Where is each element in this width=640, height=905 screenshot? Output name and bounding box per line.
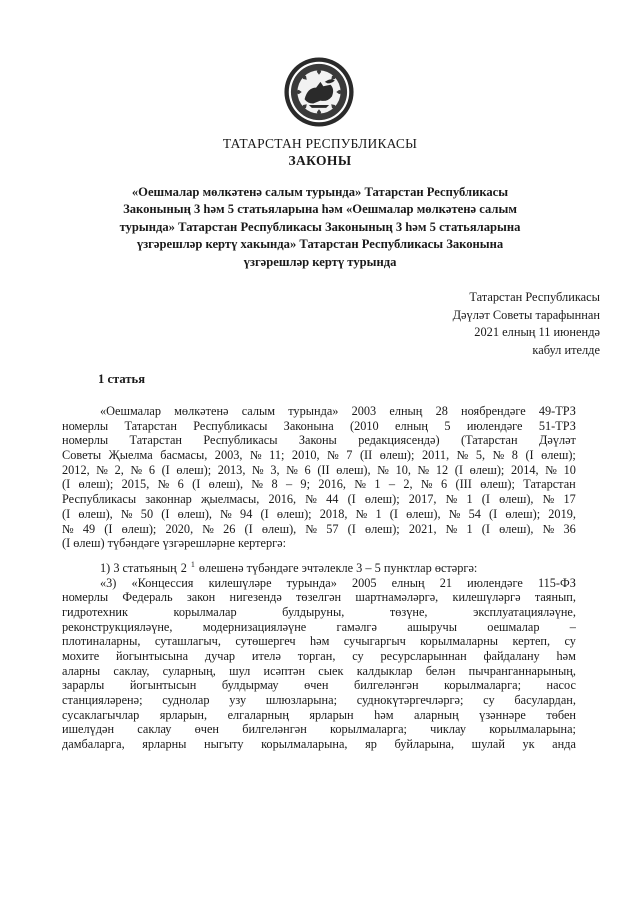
word: Советы	[62, 448, 102, 463]
word: килешүләре	[208, 575, 272, 590]
word: №	[355, 506, 368, 521]
word: Законына	[283, 418, 334, 433]
word: законнар	[145, 492, 192, 507]
word: 1	[466, 492, 473, 507]
word: өлеш),	[78, 506, 113, 521]
word: суларның,	[162, 663, 216, 678]
word: таянып,	[534, 590, 576, 605]
word: булдыруны,	[282, 604, 345, 619]
word: №	[377, 462, 389, 477]
word: №	[252, 462, 264, 477]
word: Республикасы	[62, 492, 137, 507]
word: Законы	[298, 433, 337, 448]
word: өлеш);	[364, 492, 400, 507]
word: 5	[444, 418, 451, 433]
word: 5,	[475, 448, 486, 463]
item-3-line	[62, 649, 576, 664]
word: 44	[326, 492, 339, 507]
word: елгаларның	[227, 707, 289, 722]
word: №	[420, 477, 433, 492]
word: 10,	[395, 462, 411, 477]
word: корылмаларга;	[329, 722, 407, 737]
word: 10	[563, 462, 576, 477]
paragraph-line	[62, 463, 576, 478]
word: (I	[161, 462, 170, 477]
word: шартнамәләргә,	[355, 590, 439, 605]
word: буйларына,	[394, 737, 455, 752]
word: №	[354, 477, 367, 492]
word: 7	[346, 448, 353, 463]
word: гидротехник	[62, 604, 128, 619]
word: корылмаларына;	[489, 722, 576, 737]
word: 50	[140, 506, 154, 521]
word: Республикасы	[193, 418, 268, 433]
word: «Концессия	[131, 575, 194, 590]
word: аларны	[62, 663, 101, 678]
word: җыелмасы,	[200, 492, 260, 507]
word: 49	[82, 521, 96, 536]
word: елның	[395, 418, 429, 433]
law-title-line: үзгәрешләр кертү хакында» Татарстан Республикасы Законына	[136, 237, 504, 252]
word: июлендәге	[466, 418, 523, 433]
word: билгеләнгән	[353, 678, 419, 693]
word: корылмаларны	[420, 634, 499, 649]
word: Татарстан	[124, 418, 177, 433]
item-3-line	[62, 620, 576, 635]
word: 9;	[300, 477, 310, 492]
word: 2017,	[408, 492, 437, 507]
word: (I	[489, 506, 498, 521]
item-3-line	[62, 693, 576, 708]
law-title-line: «Оешмалар мөлкәтенә салым турында» Татарстан Республикасы	[131, 185, 509, 199]
word: 6	[440, 477, 448, 492]
word: 54	[468, 506, 481, 521]
word: (I	[192, 477, 201, 492]
word: шлюзларына;	[265, 693, 338, 708]
word: 2016,	[268, 492, 297, 507]
word: №	[286, 462, 298, 477]
word: №	[445, 492, 458, 507]
word: ныгыту	[204, 737, 244, 752]
word: 8	[511, 448, 518, 463]
word: өлеш),	[261, 521, 297, 536]
word: 94	[240, 506, 253, 521]
word: 6	[304, 462, 311, 477]
word: №	[249, 448, 262, 463]
word: №	[96, 462, 109, 477]
word: ресурсларыннан	[380, 649, 467, 663]
paragraph-line	[62, 477, 576, 492]
word: исәптән	[263, 663, 306, 678]
word: билгеләнгән	[242, 722, 307, 737]
word: 2010,	[291, 448, 320, 463]
word: 1	[374, 477, 381, 492]
paragraph-line	[62, 492, 576, 507]
word: елның	[391, 575, 425, 590]
word: 1	[375, 506, 382, 521]
word: сучыгаргыч	[343, 634, 406, 649]
word: №	[305, 521, 318, 536]
word: (I	[525, 448, 534, 463]
paragraph-line	[62, 522, 576, 537]
word: №	[305, 492, 317, 507]
word: өлеш);	[505, 506, 541, 521]
paragraph-line	[62, 507, 576, 522]
word: өлеш),	[208, 477, 244, 492]
word: Республикасы	[203, 433, 278, 448]
word: –	[569, 619, 576, 634]
paragraph-line	[62, 404, 576, 419]
word: модернизацияләүне	[202, 619, 307, 634]
word: (2010	[349, 418, 379, 433]
word: 2016,	[318, 477, 346, 492]
word: «Оешмалар	[100, 404, 161, 418]
item-3-line	[62, 590, 576, 605]
word: (I	[161, 506, 170, 521]
word: №	[120, 506, 133, 521]
word: №	[456, 448, 469, 463]
word: дучар	[204, 649, 236, 663]
word: 26	[223, 521, 236, 536]
word: №	[62, 521, 74, 536]
word: №	[417, 462, 430, 477]
word: өлеш),	[336, 462, 371, 477]
word: басулардан,	[514, 693, 576, 708]
word: 2014,	[510, 462, 539, 477]
word: (I	[244, 521, 253, 536]
word: 21	[439, 575, 453, 590]
word: (I	[347, 521, 356, 536]
word: ярларын,	[159, 707, 208, 722]
word: «3)	[100, 575, 117, 590]
word: мохите	[62, 649, 100, 663]
word: үзәннәре	[479, 707, 526, 722]
word: өлеш);	[480, 477, 515, 492]
word: (Татарстан	[461, 433, 518, 448]
item-1-ref: 2 $^1$	[180, 559, 195, 575]
word: №	[251, 477, 264, 492]
law-title-line: турында» Татарстан Республикасы Законының 3 һәм 5 статьяларына	[119, 219, 521, 234]
word: 2003	[351, 404, 377, 418]
word: өлеш);	[469, 462, 505, 477]
word: закон	[186, 590, 216, 605]
word: №	[545, 462, 557, 477]
word: 49-ТРЗ	[538, 404, 576, 418]
item-3-line	[62, 576, 576, 591]
word: №	[130, 462, 143, 477]
word: №	[492, 448, 505, 463]
word: эксплуатацияләүне,	[473, 604, 576, 619]
item-1-before: 1) 3 статьяның	[100, 560, 177, 575]
article-body	[62, 404, 576, 752]
paragraph-line	[62, 433, 576, 448]
item-3-line	[62, 722, 576, 737]
word: сыек	[318, 663, 344, 678]
word: өлеш),	[499, 521, 534, 536]
adoption-line: Татарстан Республикасы	[469, 290, 600, 304]
word: зарарлы	[62, 678, 105, 693]
word: ишелүдән	[62, 722, 115, 737]
word: 2018,	[319, 506, 348, 521]
word: №	[327, 448, 339, 463]
word: (I	[454, 462, 463, 477]
word: саклау,	[113, 663, 150, 678]
word: 2012,	[62, 462, 90, 477]
word: 1	[466, 521, 473, 536]
word: гамәлгә	[336, 619, 377, 634]
word: №	[202, 521, 214, 536]
word: 2,	[114, 462, 124, 477]
paragraph-line	[62, 419, 576, 434]
word: 11;	[269, 448, 285, 463]
word: 12	[435, 462, 449, 477]
law-title-line: үзгәрешләр кертү турында	[243, 254, 397, 269]
word: шул	[229, 663, 251, 678]
word: турында»	[286, 575, 337, 590]
word: төзүне,	[389, 604, 428, 619]
word: өлеш);	[276, 506, 312, 521]
word: (I	[104, 521, 113, 536]
word: төбен	[546, 707, 576, 722]
item-1-after: өлешенә түбәндәге эчтәлекле 3 – 5 пунктлар өстәргә:	[198, 560, 478, 575]
adoption-line: кабул ителде	[532, 342, 600, 357]
word: (I	[62, 477, 71, 492]
word: 6	[177, 477, 184, 492]
word: кертеп,	[512, 634, 551, 649]
word: сутөшергеч	[235, 634, 296, 649]
word: узу	[229, 693, 247, 708]
word: яр	[365, 737, 377, 752]
word: чиклау	[430, 722, 466, 737]
word: 6	[148, 462, 155, 477]
adoption-line: 2021 елның 11 июнендә	[474, 325, 600, 340]
word: өчен	[304, 678, 329, 693]
article-heading: 1 статья	[98, 372, 146, 386]
word: пычранганнарының,	[468, 663, 576, 678]
adoption-block	[300, 289, 600, 359]
item-3-line	[62, 634, 576, 649]
word: насос	[546, 678, 576, 693]
word: (I	[389, 506, 398, 521]
word: корылмаларга;	[444, 678, 522, 693]
word: 2011,	[421, 448, 450, 463]
word: №	[220, 506, 232, 521]
word: килешүләргә	[452, 590, 521, 605]
word: йогынтысын	[129, 678, 197, 693]
word: корылмалар	[173, 604, 237, 619]
word: дамбаларга,	[62, 737, 125, 752]
word: суднолар	[162, 693, 210, 708]
word: шулай	[471, 737, 505, 752]
word: 115-ФЗ	[537, 575, 576, 590]
word: 2020,	[165, 521, 194, 536]
word: мөлкәтенә	[174, 404, 229, 418]
word: оешмалар	[487, 619, 540, 634]
word: өлеш);	[379, 448, 415, 463]
word: 28	[435, 404, 448, 418]
item-3-line	[62, 678, 576, 693]
word: 17	[563, 492, 576, 507]
word: 2005	[351, 575, 377, 590]
word: Татарстан	[129, 433, 182, 448]
word: һәм	[309, 634, 330, 649]
word: 57	[326, 521, 339, 536]
word: номерлы	[62, 418, 109, 433]
word: булдырмау	[221, 678, 279, 693]
word: (II	[359, 448, 373, 463]
word: ашыручы	[407, 619, 457, 634]
word: 2013,	[217, 462, 246, 477]
word: өлеш),	[499, 492, 534, 507]
word: аларның	[413, 707, 459, 722]
word: станцияләренә;	[62, 693, 143, 708]
word: өлеш);	[78, 477, 114, 492]
word: суднокүтәргечләргә;	[356, 693, 464, 708]
word: йогынтысына	[116, 649, 189, 663]
word: ителә	[251, 649, 281, 663]
word: №	[445, 521, 458, 536]
doc-type-heading: ЗАКОНЫ	[288, 153, 352, 168]
word: №	[448, 506, 461, 521]
word: №	[157, 477, 170, 492]
word: (I	[481, 521, 490, 536]
word: басмасы,	[160, 448, 208, 463]
word: плотиналарны,	[62, 634, 141, 649]
item-3-line	[62, 605, 576, 620]
word: өлеш);	[121, 521, 157, 536]
adoption-line: Дәүләт Советы тарафыннан	[452, 307, 600, 322]
word: Дәүләт	[538, 433, 576, 448]
word: елның	[389, 404, 423, 418]
word: 36	[563, 521, 576, 536]
word: су	[483, 693, 495, 708]
republic-heading: ТАТАРСТАН РЕСПУБЛИКАСЫ	[222, 136, 418, 151]
tatarstan-emblem-icon	[283, 56, 355, 128]
item-3-line	[62, 708, 576, 723]
item-3-line	[62, 664, 576, 679]
word: өчен	[194, 722, 220, 737]
word: төзелгән	[296, 590, 342, 605]
word: һәм	[556, 649, 576, 663]
word: нигезендә	[229, 590, 282, 605]
word: калдыклар	[356, 663, 413, 678]
word: (I	[481, 492, 490, 507]
word: су	[352, 649, 364, 663]
word: –	[388, 477, 396, 492]
word: Татарстан	[523, 477, 576, 492]
word: номерлы	[62, 590, 109, 605]
word: июлендәге	[467, 575, 523, 590]
word: 2021,	[408, 521, 437, 536]
paragraph-line: (I өлеш) түбәндәге үзгәрешләрне кертергә:	[62, 536, 287, 551]
word: анда	[552, 737, 576, 752]
word: ук	[522, 737, 535, 752]
word: өлеш);	[176, 462, 212, 477]
word: 2003,	[214, 448, 243, 463]
paragraph-line	[62, 448, 576, 463]
word: –	[285, 477, 293, 492]
word: саклау	[137, 722, 172, 737]
item-3-line	[62, 737, 576, 752]
word: ярларын	[309, 707, 354, 722]
word: Җыелма	[108, 448, 153, 463]
word: номерлы	[62, 433, 109, 448]
word: су	[564, 634, 576, 649]
law-title-line: Законының 3 һәм 5 статьяларына һәм «Оешмалар мөлкәтенә салым	[123, 202, 517, 217]
word: №	[542, 521, 555, 536]
word: өлеш);	[541, 448, 576, 463]
word: турында»	[288, 404, 339, 418]
word: (I	[62, 506, 71, 521]
word: 2019,	[548, 506, 576, 521]
word: торган,	[297, 649, 336, 663]
word: 2015,	[121, 477, 150, 492]
word: ноябрендәге	[461, 404, 526, 418]
word: һәм	[374, 707, 394, 722]
word: 3,	[270, 462, 280, 477]
word: (I	[260, 506, 269, 521]
word: өлеш);	[365, 521, 400, 536]
word: суташлагыч,	[154, 634, 221, 649]
word: салым	[241, 404, 276, 418]
word: реконструкцияләүне,	[62, 619, 173, 634]
law-title	[80, 184, 560, 271]
word: №	[542, 492, 555, 507]
word: белән	[425, 663, 456, 678]
word: Федераль	[122, 590, 173, 605]
word: файдалану	[483, 649, 540, 663]
word: редакциясендә)	[358, 433, 440, 448]
word: 8	[271, 477, 278, 492]
word: 2,	[403, 477, 413, 492]
word: корылмаларына,	[261, 737, 348, 752]
item-1-line	[62, 561, 576, 576]
word: сусаклагычлар	[62, 707, 140, 722]
word: (I	[347, 492, 356, 507]
word: (III	[455, 477, 472, 492]
word: ярларны	[142, 737, 187, 752]
word: (II	[317, 462, 330, 477]
word: өлеш),	[406, 506, 441, 521]
word: өлеш),	[177, 506, 212, 521]
word: 51-ТРЗ	[538, 418, 576, 433]
